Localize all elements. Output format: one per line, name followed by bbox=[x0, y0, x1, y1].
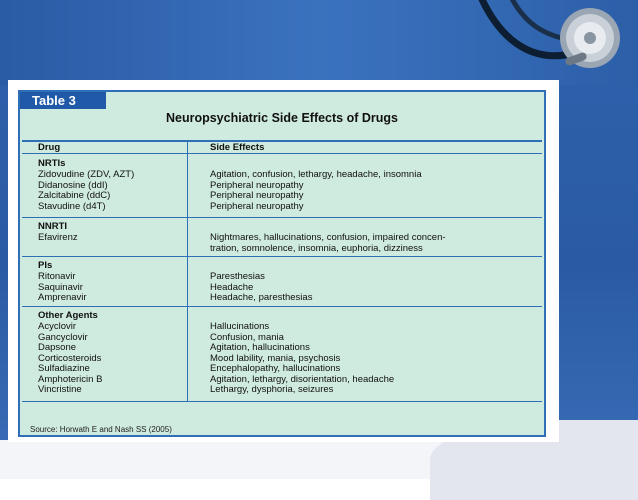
effect-cell: Headache bbox=[210, 281, 254, 293]
effect-list bbox=[210, 170, 422, 212]
drug-cell: Sulfadiazine bbox=[38, 363, 90, 374]
drug-cell: Gancyclovir bbox=[38, 331, 88, 343]
drug-cell: Dapsone bbox=[38, 342, 77, 353]
drug-list bbox=[38, 322, 102, 396]
effect-cell: Lethargy, dysphoria, seizures bbox=[210, 384, 334, 395]
effect-cell: Confusion, mania bbox=[210, 331, 284, 343]
drug-list bbox=[38, 233, 78, 244]
drug-cell: Zidovudine (ZDV, AZT) bbox=[38, 169, 135, 180]
effect-cell: Nightmares, hallucinations, confusion, impaired concen- bbox=[210, 232, 446, 243]
drug-cell: Amprenavir bbox=[38, 292, 87, 303]
group-separator bbox=[22, 401, 542, 402]
drug-list bbox=[38, 272, 87, 304]
group-name: NNRTI bbox=[38, 221, 68, 232]
effect-cell: Agitation, lethargy, disorientation, headache bbox=[210, 373, 395, 385]
group-name: NRTIs bbox=[38, 158, 66, 169]
effect-cell: Peripheral neuropathy bbox=[210, 179, 304, 191]
drug-cell: Didanosine (ddI) bbox=[38, 179, 108, 191]
drug-cell: Saquinavir bbox=[38, 281, 83, 293]
group-name: Other Agents bbox=[38, 310, 98, 321]
effect-cell: Hallucinations bbox=[210, 321, 270, 332]
stethoscope-icon bbox=[470, 0, 638, 90]
table-group-pis bbox=[22, 257, 542, 306]
table-group-nnrti bbox=[22, 218, 542, 256]
effect-cell: Mood lability, mania, psychosis bbox=[210, 352, 341, 364]
header-rule-bottom bbox=[22, 153, 542, 154]
effect-cell: Agitation, confusion, lethargy, headache, insomnia bbox=[210, 169, 422, 180]
drug-cell: Ritonavir bbox=[38, 271, 76, 282]
drug-cell: Corticosteroids bbox=[38, 352, 102, 364]
drug-cell: Stavudine (d4T) bbox=[38, 200, 106, 212]
column-header-drug: Drug bbox=[38, 142, 61, 153]
group-name: PIs bbox=[38, 260, 53, 271]
column-header-side-effects: Side Effects bbox=[210, 142, 265, 153]
effect-list bbox=[210, 233, 446, 254]
table-group-nrtis bbox=[22, 155, 542, 217]
drug-cell: Amphotericin B bbox=[38, 373, 103, 385]
table-title: Neuropsychiatric Side Effects of Drugs bbox=[165, 111, 398, 125]
table-group-other-agents bbox=[22, 307, 542, 401]
table-source-note: Source: Horwath E and Nash SS (2005) bbox=[30, 425, 172, 434]
table-number-label: Table 3 bbox=[20, 92, 106, 109]
effect-cell: Encephalopathy, hallucinations bbox=[210, 363, 341, 374]
drug-list bbox=[38, 170, 134, 212]
effect-cell: Agitation, hallucinations bbox=[210, 342, 310, 353]
effect-cell: Paresthesias bbox=[210, 271, 265, 282]
drug-cell: Zalcitabine (ddC) bbox=[38, 190, 111, 201]
effect-cell: Peripheral neuropathy bbox=[210, 190, 304, 201]
drug-cell: Vincristine bbox=[38, 384, 82, 395]
header-rule-top bbox=[22, 140, 542, 142]
drug-cell: Efavirenz bbox=[38, 232, 78, 243]
effect-cell: Headache, paresthesias bbox=[210, 292, 313, 303]
effect-cell: Peripheral neuropathy bbox=[210, 200, 304, 212]
drug-cell: Acyclovir bbox=[38, 321, 77, 332]
effect-list bbox=[210, 322, 394, 396]
effect-cell: tration, somnolence, insomnia, euphoria, dizziness bbox=[210, 242, 423, 254]
effect-list bbox=[210, 272, 312, 304]
